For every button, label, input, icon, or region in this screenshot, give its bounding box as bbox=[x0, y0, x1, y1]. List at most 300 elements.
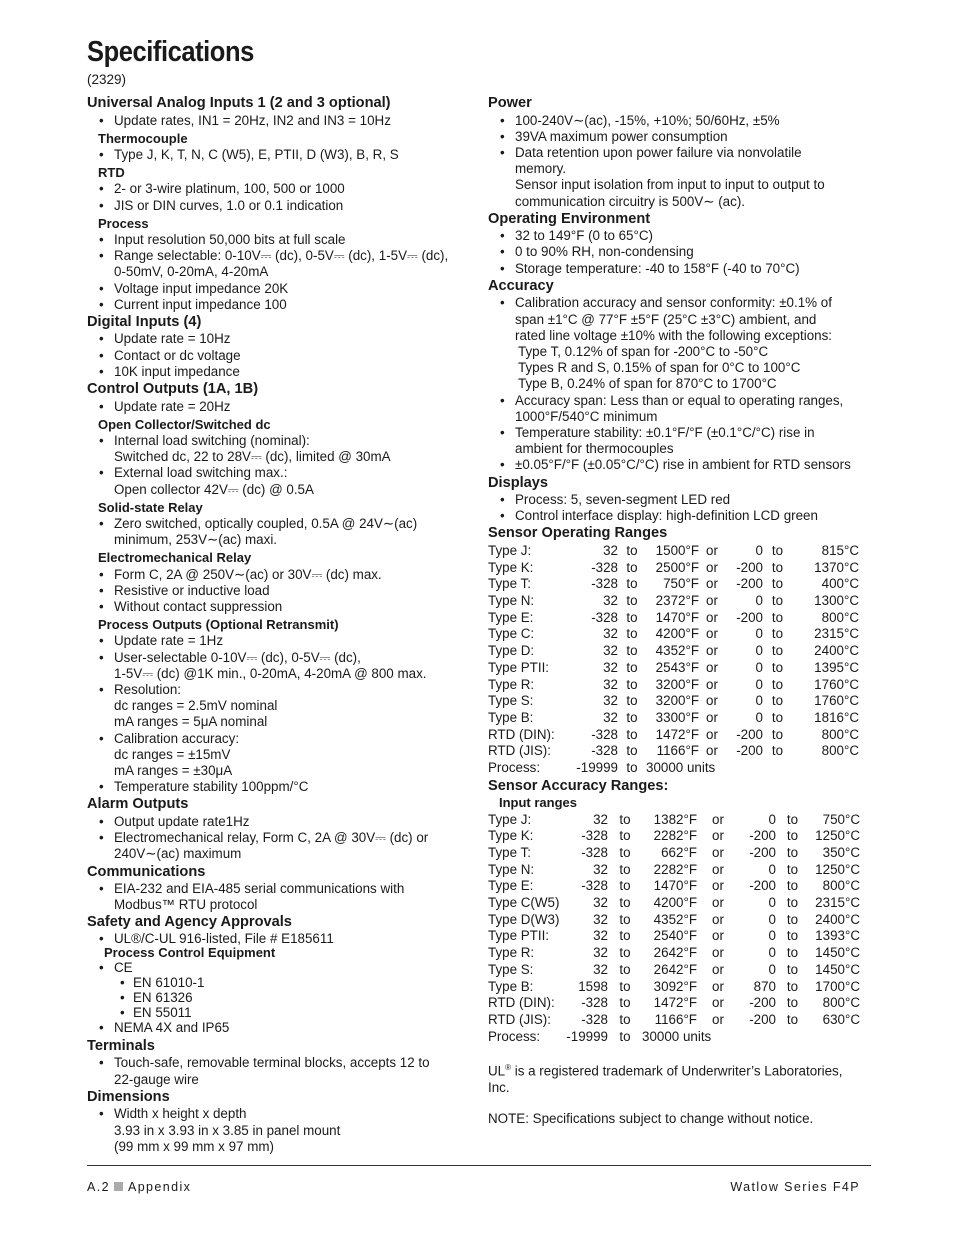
table-cell: to bbox=[786, 828, 799, 844]
table-cell: to bbox=[786, 995, 799, 1011]
list-item bbox=[488, 145, 878, 210]
table-cell: -328 bbox=[591, 743, 618, 759]
table-cell: Type C(W5) bbox=[488, 895, 560, 911]
table-cell: to bbox=[619, 844, 631, 860]
table-cell: 662°F bbox=[661, 844, 697, 860]
list-line: mA ranges = 5μA nominal bbox=[114, 714, 268, 730]
table-cell: 1760°C bbox=[814, 693, 859, 709]
list-line: • EIA-232 and EIA-485 serial communications with bbox=[114, 881, 405, 897]
subheading-electromechanical-relay: Electromechanical Relay bbox=[98, 550, 252, 566]
table-cell: 1470°F bbox=[653, 878, 697, 894]
displays-list bbox=[488, 492, 878, 524]
table-cell: 3092°F bbox=[653, 978, 697, 994]
list-line: • Calibration accuracy and sensor conformity: ±0.1% of bbox=[515, 295, 832, 311]
table-cell: Type S: bbox=[488, 693, 534, 709]
list-item: • Control interface display: high-definition LCD green bbox=[488, 508, 878, 524]
list-item: • EN 61326 bbox=[87, 990, 472, 1005]
table-cell: to bbox=[771, 576, 784, 592]
list-line: dc ranges = ±15mV bbox=[114, 746, 231, 762]
table-cell: 2540°F bbox=[653, 928, 697, 944]
list-line: 0-50mV, 0-20mA, 4-20mA bbox=[114, 264, 269, 280]
list-item: • UL®/C-UL 916-listed, File # E185611 bbox=[87, 932, 472, 946]
table-cell: 32 bbox=[603, 693, 618, 709]
list-line: • Input resolution 50,000 bits at full scale bbox=[114, 231, 346, 247]
sensor-accuracy-ranges-table bbox=[488, 812, 860, 1046]
table-cell: or bbox=[706, 593, 718, 609]
table-cell: to bbox=[626, 559, 638, 575]
table-cell: to bbox=[786, 945, 799, 961]
table-cell: to bbox=[619, 961, 631, 977]
list-line: • ±0.05°F/°F (±0.05°C/°C) rise in ambient for RTD sensors bbox=[515, 457, 851, 473]
table-cell: to bbox=[619, 895, 631, 911]
section-heading-accuracy: Accuracy bbox=[488, 277, 554, 294]
list-item bbox=[87, 297, 472, 313]
table-cell: 0 bbox=[755, 676, 763, 692]
table-cell: to bbox=[626, 576, 638, 592]
digital-inputs-list bbox=[87, 331, 472, 380]
trademark-text-line2: Inc. bbox=[488, 1080, 510, 1096]
table-cell: to bbox=[771, 659, 784, 675]
table-cell: to bbox=[619, 928, 631, 944]
table-cell: 32 bbox=[603, 542, 618, 558]
list-line: 1-5V⎓ (dc) @1K min., 0-20mA, 4-20mA @ 800 max. bbox=[114, 665, 427, 681]
table-cell: 815°C bbox=[821, 542, 859, 558]
list-line: mA ranges = ±30μA bbox=[114, 763, 233, 779]
footer-page-label bbox=[87, 1180, 191, 1194]
table-cell: Type R: bbox=[488, 945, 535, 961]
table-cell: 1816°C bbox=[814, 710, 859, 725]
list-line: Type B, 0.24% of span for 870°C to 1700°C bbox=[518, 376, 777, 392]
table-cell: 2543°F bbox=[655, 659, 699, 675]
table-cell: Type J: bbox=[488, 811, 532, 827]
table-cell: to bbox=[771, 643, 784, 659]
table-row bbox=[488, 593, 859, 610]
table-cell: to bbox=[619, 878, 631, 894]
table-row bbox=[488, 576, 859, 593]
left-column bbox=[87, 94, 472, 1155]
right-column bbox=[488, 94, 878, 1127]
table-row bbox=[488, 962, 860, 979]
table-row bbox=[488, 727, 859, 744]
rtd-list bbox=[87, 181, 472, 213]
table-cell: 3200°F bbox=[655, 676, 699, 692]
table-cell: to bbox=[626, 609, 638, 625]
list-item: • 32 to 149°F (0 to 65°C) bbox=[488, 228, 878, 244]
table-cell: 32 bbox=[603, 710, 618, 725]
table-cell: -200 bbox=[736, 609, 763, 625]
power-list bbox=[488, 113, 878, 210]
list-line: Type T, 0.12% of span for -200°C to -50°C bbox=[518, 343, 769, 359]
list-item bbox=[488, 393, 878, 425]
table-cell: to bbox=[626, 626, 638, 642]
open-collector-list bbox=[87, 433, 472, 498]
table-row bbox=[488, 912, 860, 929]
table-cell: 1472°F bbox=[655, 726, 699, 742]
section-heading-sensor-accuracy-ranges: Sensor Accuracy Ranges: bbox=[488, 777, 669, 794]
table-cell: 4200°F bbox=[653, 895, 697, 911]
table-cell: 32 bbox=[593, 861, 608, 877]
table-cell: or bbox=[706, 542, 718, 558]
square-bullet-icon bbox=[114, 1182, 123, 1191]
table-cell: to bbox=[771, 593, 784, 609]
list-item bbox=[87, 731, 472, 780]
table-row bbox=[488, 743, 859, 760]
table-cell: 1450°C bbox=[815, 945, 860, 961]
trademark-text: is a registered trademark of Underwriter’s Laboratories, bbox=[511, 1063, 843, 1079]
table-cell: 1450°C bbox=[815, 961, 860, 977]
table-cell: to bbox=[619, 861, 631, 877]
table-cell: -328 bbox=[581, 878, 608, 894]
list-line: 22-gauge wire bbox=[114, 1071, 199, 1087]
footer-product-name: Watlow Series F4P bbox=[730, 1180, 860, 1194]
table-cell: to bbox=[619, 911, 631, 927]
table-cell: 2282°F bbox=[653, 861, 697, 877]
process-outputs-list bbox=[87, 633, 472, 795]
list-item bbox=[87, 567, 472, 583]
table-cell: or bbox=[706, 726, 718, 742]
section-heading-operating-environment: Operating Environment bbox=[488, 210, 651, 227]
list-item: • Process: 5, seven-segment LED red bbox=[488, 492, 878, 508]
table-cell: to bbox=[619, 1011, 631, 1027]
table-cell: 2642°F bbox=[653, 945, 697, 961]
table-cell: Type B: bbox=[488, 710, 534, 725]
table-cell: -328 bbox=[581, 1011, 608, 1027]
table-cell: to bbox=[626, 542, 638, 558]
table-cell: to bbox=[626, 593, 638, 609]
table-cell: to bbox=[786, 978, 799, 994]
table-cell: or bbox=[712, 878, 724, 894]
list-line: • Form C, 2A @ 250V∼(ac) or 30V⎓ (dc) max. bbox=[114, 566, 382, 582]
table-cell: 630°C bbox=[822, 1011, 860, 1027]
table-cell: 4352°F bbox=[653, 911, 697, 927]
list-line: • Calibration accuracy: bbox=[114, 730, 240, 746]
list-line: • 39VA maximum power consumption bbox=[515, 128, 728, 144]
list-item: • 2- or 3-wire platinum, 100, 500 or 1000 bbox=[87, 181, 472, 197]
list-item: • Update rate = 20Hz bbox=[87, 399, 472, 415]
trademark-note bbox=[488, 1060, 878, 1096]
section-heading-terminals: Terminals bbox=[87, 1037, 155, 1054]
table-cell: 0 bbox=[755, 710, 763, 725]
list-item: • CE bbox=[87, 960, 472, 975]
table-cell: RTD (JIS): bbox=[488, 1011, 551, 1027]
list-line: • Width x height x depth bbox=[114, 1106, 247, 1122]
table-row bbox=[488, 895, 860, 912]
list-item bbox=[488, 425, 878, 457]
table-cell: 1250°C bbox=[815, 861, 860, 877]
table-cell: to bbox=[786, 811, 799, 827]
table-cell: to bbox=[619, 811, 631, 827]
table-cell: 0 bbox=[768, 945, 776, 961]
table-cell: 1760°C bbox=[814, 676, 859, 692]
table-cell: Type N: bbox=[488, 861, 535, 877]
list-line: 1000°F/540°C minimum bbox=[515, 408, 658, 424]
nema-list bbox=[87, 1020, 472, 1035]
ssr-list bbox=[87, 516, 472, 548]
table-cell: -200 bbox=[749, 995, 776, 1011]
subheading-process-control-equipment: Process Control Equipment bbox=[104, 944, 276, 960]
table-cell: 800°C bbox=[821, 609, 859, 625]
table-cell: to bbox=[626, 693, 638, 709]
table-cell: Type N: bbox=[488, 593, 535, 609]
table-cell: Type D(W3) bbox=[488, 911, 560, 927]
table-cell: or bbox=[712, 995, 724, 1011]
table-cell: 800°C bbox=[821, 743, 859, 759]
table-cell: or bbox=[706, 609, 718, 625]
table-cell: 1250°C bbox=[815, 828, 860, 844]
table-cell: to bbox=[619, 995, 631, 1011]
disclaimer-note: NOTE: Specifications subject to change without notice. bbox=[488, 1111, 814, 1127]
table-cell: -328 bbox=[591, 609, 618, 625]
table-cell: -328 bbox=[581, 844, 608, 860]
table-cell: 3200°F bbox=[655, 693, 699, 709]
table-cell: 750°F bbox=[663, 576, 699, 592]
section-heading-safety: Safety and Agency Approvals bbox=[87, 914, 292, 931]
table-cell: Type T: bbox=[488, 576, 531, 592]
table-cell: 32 bbox=[603, 593, 618, 609]
table-cell: or bbox=[712, 928, 724, 944]
list-line: Modbus™ RTU protocol bbox=[114, 897, 258, 913]
table-cell: 1472°F bbox=[653, 995, 697, 1011]
table-cell: to bbox=[626, 710, 638, 725]
list-item bbox=[87, 830, 472, 862]
table-cell: 0 bbox=[768, 961, 776, 977]
list-item bbox=[87, 248, 472, 280]
table-cell: Type T: bbox=[488, 844, 531, 860]
table-cell: to bbox=[786, 1011, 799, 1027]
list-line: • Without contact suppression bbox=[114, 598, 283, 614]
table-cell: or bbox=[706, 743, 718, 759]
table-cell: 30000 units bbox=[642, 1028, 712, 1044]
table-cell: -328 bbox=[581, 828, 608, 844]
table-cell: 350°C bbox=[822, 844, 860, 860]
table-cell: 0 bbox=[755, 643, 763, 659]
table-cell: 3300°F bbox=[655, 710, 699, 725]
list-line: Open collector 42V⎓ (dc) @ 0.5A bbox=[114, 481, 314, 497]
table-cell: or bbox=[706, 659, 718, 675]
list-line: • Data retention upon power failure via nonvolatile bbox=[515, 144, 802, 160]
table-cell: 0 bbox=[768, 895, 776, 911]
subheading-input-ranges: Input ranges bbox=[499, 795, 578, 811]
table-cell: to bbox=[771, 676, 784, 692]
list-item bbox=[488, 129, 878, 145]
table-cell: 4200°F bbox=[655, 626, 699, 642]
table-cell: -19999 bbox=[566, 1028, 608, 1044]
table-row bbox=[488, 626, 859, 643]
table-cell: 870 bbox=[753, 978, 776, 994]
list-line: • 100-240V∼(ac), -15%, +10%; 50/60Hz, ±5% bbox=[515, 112, 780, 128]
list-line: • Zero switched, optically coupled, 0.5A @ 24V∼(ac) bbox=[114, 515, 418, 531]
table-cell: or bbox=[706, 676, 718, 692]
table-cell: to bbox=[786, 911, 799, 927]
list-line: • Electromechanical relay, Form C, 2A @ 30V⎓ (dc) or bbox=[114, 830, 429, 846]
list-line: (99 mm x 99 mm x 97 mm) bbox=[114, 1138, 274, 1154]
list-item: • Update rates, IN1 = 20Hz, IN2 and IN3 = 10Hz bbox=[87, 113, 472, 129]
table-cell: or bbox=[712, 895, 724, 911]
table-cell: -200 bbox=[736, 726, 763, 742]
list-item bbox=[87, 814, 472, 830]
table-cell: or bbox=[706, 576, 718, 592]
table-cell: 1166°F bbox=[656, 743, 699, 759]
table-cell: Type C: bbox=[488, 626, 535, 642]
list-item: • Update rate = 10Hz bbox=[87, 331, 472, 347]
table-cell: Type B: bbox=[488, 978, 534, 994]
section-heading-power: Power bbox=[488, 95, 532, 111]
list-line: minimum, 253V∼(ac) maxi. bbox=[114, 532, 278, 548]
table-cell: 1166°F bbox=[654, 1011, 697, 1027]
table-cell: 32 bbox=[603, 643, 618, 659]
list-item bbox=[87, 281, 472, 297]
section-name: Appendix bbox=[127, 1180, 192, 1194]
table-cell: to bbox=[619, 978, 631, 994]
list-item: • Storage temperature: -40 to 158°F (-40 to 70°C) bbox=[488, 261, 878, 277]
table-cell: 2315°C bbox=[814, 626, 859, 642]
table-cell: Type PTII: bbox=[488, 659, 550, 675]
table-cell: or bbox=[706, 559, 718, 575]
table-row bbox=[488, 1012, 860, 1029]
table-cell: or bbox=[712, 811, 724, 827]
table-cell: or bbox=[712, 978, 724, 994]
list-item bbox=[87, 881, 472, 913]
table-cell: or bbox=[712, 861, 724, 877]
table-cell: RTD (DIN): bbox=[488, 726, 555, 742]
list-line: dc ranges = 2.5mV nominal bbox=[114, 698, 278, 714]
table-cell: -328 bbox=[591, 576, 618, 592]
table-row bbox=[488, 660, 859, 677]
table-cell: Type R: bbox=[488, 676, 535, 692]
list-item: • NEMA 4X and IP65 bbox=[87, 1020, 472, 1035]
list-item bbox=[87, 583, 472, 599]
terminals-list bbox=[87, 1055, 472, 1087]
list-line: rated line voltage ±10% with the following exceptions: bbox=[515, 327, 833, 343]
table-cell: -200 bbox=[736, 743, 763, 759]
list-item bbox=[87, 232, 472, 248]
table-cell: to bbox=[626, 743, 638, 759]
table-row bbox=[488, 945, 860, 962]
environment-list bbox=[488, 228, 878, 277]
table-row bbox=[488, 878, 860, 895]
table-cell: Type D: bbox=[488, 643, 535, 659]
dimensions-list bbox=[87, 1106, 472, 1155]
safety-list bbox=[87, 932, 472, 946]
table-cell: 2400°C bbox=[815, 911, 860, 927]
list-line: • Accuracy span: Less than or equal to operating ranges, bbox=[515, 392, 844, 408]
section-heading-displays: Displays bbox=[488, 474, 549, 491]
table-cell: or bbox=[712, 828, 724, 844]
list-item bbox=[87, 599, 472, 615]
table-cell: to bbox=[626, 659, 638, 675]
table-row bbox=[488, 979, 860, 996]
section-heading-digital-inputs: Digital Inputs (4) bbox=[87, 313, 202, 330]
subheading-open-collector: Open Collector/Switched dc bbox=[98, 416, 271, 432]
table-cell: to bbox=[771, 609, 784, 625]
model-code: (2329) bbox=[87, 72, 127, 87]
table-cell: or bbox=[706, 643, 718, 659]
list-line: • Update rate = 1Hz bbox=[114, 633, 224, 649]
table-cell: Process: bbox=[488, 1028, 541, 1044]
table-cell: to bbox=[786, 928, 799, 944]
table-row bbox=[488, 995, 860, 1012]
table-cell: 4352°F bbox=[655, 643, 699, 659]
list-line: • Current input impedance 100 bbox=[114, 296, 287, 312]
table-cell: 32 bbox=[593, 911, 608, 927]
table-cell: RTD (JIS): bbox=[488, 743, 551, 759]
list-line: 3.93 in x 3.93 in x 3.85 in panel mount bbox=[114, 1122, 341, 1138]
ce-standards-list bbox=[87, 975, 472, 1020]
table-cell: to bbox=[771, 542, 784, 558]
table-cell: -328 bbox=[581, 995, 608, 1011]
table-cell: -328 bbox=[591, 559, 618, 575]
table-cell: to bbox=[786, 895, 799, 911]
table-cell: Type S: bbox=[488, 961, 534, 977]
trademark-ul: UL bbox=[488, 1063, 506, 1079]
list-item bbox=[488, 457, 878, 473]
table-cell: or bbox=[706, 693, 718, 709]
table-row bbox=[488, 677, 859, 694]
list-line: • Voltage input impedance 20K bbox=[114, 280, 289, 296]
list-item: • 10K input impedance bbox=[87, 364, 472, 380]
table-row bbox=[488, 812, 860, 829]
list-line: 240V∼(ac) maximum bbox=[114, 846, 242, 862]
section-heading-control-outputs: Control Outputs (1A, 1B) bbox=[87, 381, 259, 398]
table-cell: or bbox=[712, 961, 724, 977]
table-cell: 0 bbox=[768, 811, 776, 827]
table-cell: 32 bbox=[593, 961, 608, 977]
page-title: Specifications bbox=[87, 36, 254, 68]
section-heading-universal-inputs: Universal Analog Inputs 1 (2 and 3 optional) bbox=[87, 95, 391, 111]
list-line: span ±1°C @ 77°F ±5°F (25°C ±3°C) ambient, and bbox=[515, 311, 817, 327]
table-cell: 1393°C bbox=[815, 928, 860, 944]
table-cell: 1500°F bbox=[655, 542, 699, 558]
table-cell: 2400°C bbox=[814, 643, 859, 659]
list-line: Types R and S, 0.15% of span for 0°C to 100°C bbox=[518, 360, 801, 376]
table-cell: 1370°C bbox=[814, 559, 859, 575]
subheading-solid-state-relay: Solid-state Relay bbox=[98, 499, 203, 515]
table-cell: Type K: bbox=[488, 828, 534, 844]
table-cell: to bbox=[771, 559, 784, 575]
table-cell: to bbox=[619, 945, 631, 961]
table-cell: Type J: bbox=[488, 542, 532, 558]
list-item bbox=[87, 1106, 472, 1155]
list-line: communication circuitry is 500V∼ (ac). bbox=[515, 193, 746, 209]
table-row bbox=[488, 862, 860, 879]
subheading-process-outputs: Process Outputs (Optional Retransmit) bbox=[98, 617, 339, 633]
table-cell: -200 bbox=[749, 878, 776, 894]
table-cell: to bbox=[771, 693, 784, 709]
table-cell: 2315°C bbox=[815, 895, 860, 911]
list-line: • Range selectable: 0-10V⎓ (dc), 0-5V⎓ (dc), 1-5V⎓ (dc), bbox=[114, 248, 449, 264]
table-row bbox=[488, 693, 859, 710]
table-cell: 30000 units bbox=[646, 760, 716, 776]
table-cell: 750°C bbox=[822, 811, 860, 827]
list-item: • EN 55011 bbox=[87, 1005, 472, 1020]
list-item: • Type J, K, T, N, C (W5), E, PTII, D (W3), B, R, S bbox=[87, 147, 472, 163]
table-cell: 800°C bbox=[822, 878, 860, 894]
table-cell: -200 bbox=[736, 559, 763, 575]
table-cell: to bbox=[619, 1028, 631, 1044]
universal-inputs-list bbox=[87, 113, 472, 129]
table-cell: 0 bbox=[768, 911, 776, 927]
list-line: • Temperature stability 100ppm/°C bbox=[114, 779, 309, 795]
table-row bbox=[488, 928, 860, 945]
list-item bbox=[87, 465, 472, 497]
communications-list bbox=[87, 881, 472, 913]
sensor-operating-ranges-table bbox=[488, 543, 859, 777]
list-line: • Resistive or inductive load bbox=[114, 582, 270, 598]
table-cell: 2372°F bbox=[655, 593, 699, 609]
registered-mark: ® bbox=[505, 1063, 512, 1073]
table-cell: Type E: bbox=[488, 878, 534, 894]
table-row bbox=[488, 610, 859, 627]
